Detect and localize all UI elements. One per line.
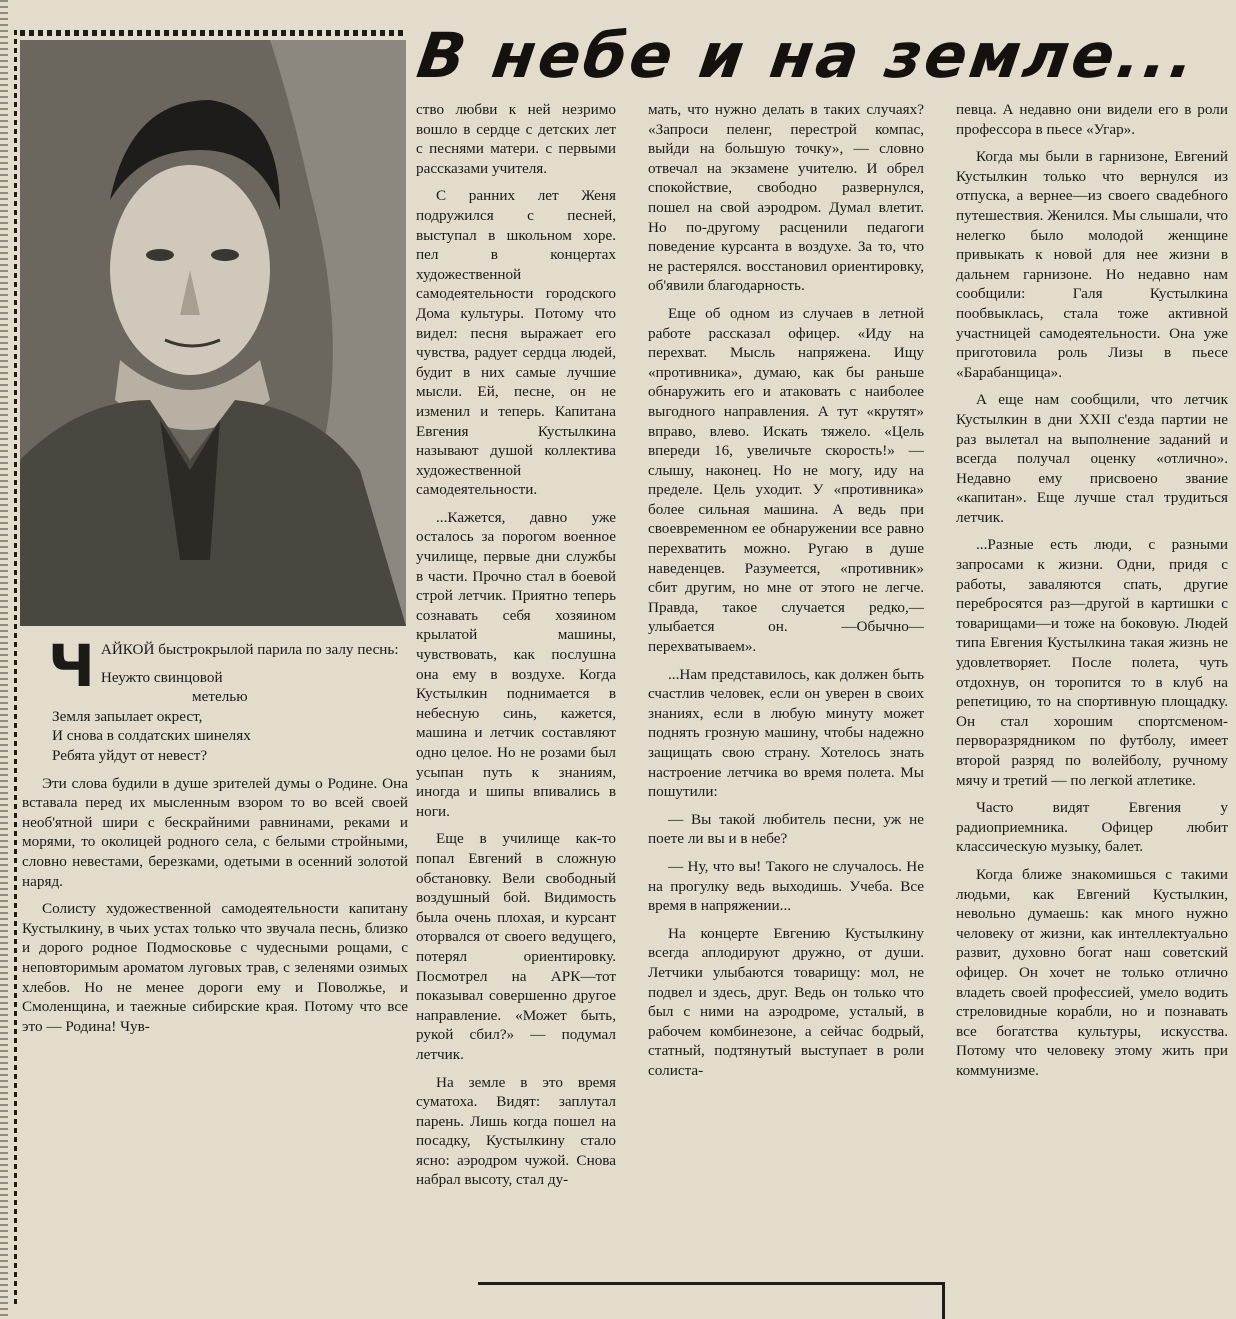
lead-text: АЙКОЙ быстрокрылой парила по залу песнь: [100, 641, 399, 658]
headline: В небе и на земле... [412, 19, 1203, 92]
paragraph: ...Кажется, давно уже осталось за порогом военное училище, первые дни службы в части. Прочно стал в боевой строй летчик. Приятно теперь сознавать себя хозяином крылатой машины, чувствовать, как послушна она ему в воздухе. Когда Кустылкин поднимается в небесную синь, кажется, машина и летчик составляют одно целое. Но не розами был усыпан путь к знаниям, иногда и шипы впивались в ноги. [416, 508, 616, 820]
verse-line: Неужто свинцовой [100, 668, 223, 686]
article-frame-left [14, 30, 17, 1306]
paragraph: — Ну, что вы! Такого не случалось. Не на прогулку ведь выходишь. Учеба. Все время в напряжении... [648, 857, 924, 915]
verse-line: Ребята уйдут от невест? [52, 746, 208, 764]
paragraph: ство любви к ней незримо вошло в сердце с детских лет с песнями матери. с первыми рассказами учителя. [416, 101, 616, 177]
paragraph: С ранних лет Женя подружился с песней, выступал в школьном хоре. пел в концертах художественной самодеятельности городского Дома культуры. Потому что видел: песня выражает его чувства, радует сердца людей, будит в них самые лучшие мысли. Ей, песне, он не изменил и теперь. Капитана Евгения Кустылкина называют душой коллектива художественной самодеятельности. [416, 187, 616, 499]
column-1 [22, 640, 408, 1308]
drop-cap: Ч [48, 640, 95, 700]
verse-line: И снова в солдатских шинелях [52, 727, 251, 745]
verse-line: метелью [192, 688, 248, 706]
paragraph: Когда мы были в гарнизоне, Евгений Кустылкин только что вернулся из отпуска, а вернее—из своего свадебного путешествия. Женился. Мы слышали, что нелегко было молодой женщине привыкать к новой для нее жизни в дальнем гарнизоне. Но недавно нам сообщили: Галя Кустылкина пообвыклась, стала тоже активной участницей самодеятельности. Она уже приготовила роль Лизы в пьесе «Барабанщица». [956, 148, 1228, 381]
paragraph: Еще в училище как-то попал Евгений в сложную обстановку. Вели свободный воздушный бой. Видимость была очень плохая, и курсант оторвался от своего ведущего, потерял ориентировку. Посмотрел на АРК—тот показывал совершенно другое направление. «Может быть, рукой сбил?» — подумал летчик. [416, 830, 616, 1063]
paragraph: Еще об одном из случаев в летной работе рассказал офицер. «Иду на перехват. Мысль напряжена. Ищу «противника», думаю, как бы раньше обнаружить его и атаковать с наиболее выгодного направления. А тут «крутят» вправо, влево. Искать тяжело. «Цель впереди 16, увеличьте скорость!» — слышу, наконец. Но не могу, иду на пределе. Цель уходит. У «противника» более сильная машина. А ведь при своевременном ее обнаружении все равно перехватить можно. Ругаю в душе наведенцев. Разумеется, «противник» сбит другим, но мне от этого не легче. Правда, такое случается редко,—улыбается он. —Обычно—перехватываем». [648, 304, 924, 656]
article-frame-top [20, 30, 406, 36]
verse-block [52, 668, 408, 766]
portrait-photo-icon [20, 40, 406, 626]
paragraph: — Вы такой любитель песни, уж не поете ли вы и в небе? [648, 810, 924, 848]
column-3 [648, 100, 924, 1280]
page-edge-border [0, 0, 8, 1316]
paragraph: На земле в это время суматоха. Видят: заплутал парень. Лишь когда пошел на посадку, Кустылкину стало ясно: аэродром чужой. Снова набрал высоту, стал ду- [416, 1073, 616, 1189]
paragraph: певца. А недавно они видели его в роли профессора в пьесе «Угар». [956, 101, 1228, 138]
paragraph: ...Разные есть люди, с разными запросами к жизни. Одни, придя с работы, заваляются спать, другие перебросятся раз—другой в картишки с товарищами—и тоже на боковую. Людей типа Евгения Кустылкина такая жизнь не удовлетворяет. После полета, чуть отдохнув, он торопится то в клуб на репетицию, то на спортивную площадку. Он стал хорошим спортсменом-перворазрядником по футболу, имеет второй разряд по волейболу, ручному мячу и третий — по легкой атлетике. [956, 536, 1228, 789]
paragraph: мать, что нужно делать в таких случаях? «Запроси пеленг, перестрой компас, выйди на большую точку», — словно отвечал на экзамене учителю. И обрел спокойствие, свободно развернулся, пошел на свой аэродром. Думал влетит. Но по-другому расценили педагоги поведение курсанта в воздухе. За то, что не растерялся. восстановил ориентировку, об'явили благодарность. [648, 101, 924, 295]
portrait-photo [20, 40, 406, 626]
paragraph: На концерте Евгению Кустылкину всегда аплодируют дружно, от души. Летчики улыбаются товарищу: мол, не подвел и здесь, друг. Ведь он только что был с ними на аэродроме, усталый, в рабочем комбинезоне, а сейчас бодрый, статный, подтянутый выступает в роли солиста- [648, 924, 924, 1079]
column-4 [956, 100, 1228, 1314]
paragraph: Часто видят Евгения у радиоприемника. Офицер любит классическую музыку, балет. [956, 799, 1228, 856]
verse-line: Земля запылает окрест, [52, 707, 203, 725]
paragraph: ...Нам представилось, как должен быть счастлив человек, если он уверен в своих знаниях, если в любую минуту может поднять грозную машину, чтобы надежно защищать свою страну. Хотелось знать настроение летчика во время полета. Мы пошутили: [648, 665, 924, 801]
paragraph: Эти слова будили в душе зрителей думы о Родине. Она вставала перед их мысленным взором то во всей своей необ'ятной шири с бескрайними равнинами, реками и морями, то околицей родного села, с белыми стройными, словно невестами, березками, одетыми в осенний золотой наряд. [22, 774, 408, 890]
adjacent-article-frame [478, 1282, 945, 1319]
paragraph: Когда ближе знакомишься с такими людьми, как Евгений Кустылкин, невольно думаешь: как много нужно человеку от жизни, как интеллектуально развит, духовно богат наш советский офицер. Он хочет не только отлично владеть своей профессией, умело водить стреловидные корабли, но и познавать все богатства культуры, искусства. Потому что человеку этому жить при коммунизме. [956, 865, 1228, 1079]
column-2 [416, 100, 616, 1260]
paragraph: А еще нам сообщили, что летчик Кустылкин в дни XXII с'езда партии не раз вылетал на выполнение заданий и всегда получал оценку «отлично». Недавно ему присвоено звание «капитан». Еще лучше стал трудиться летчик. [956, 391, 1228, 526]
paragraph: Солисту художественной самодеятельности капитану Кустылкину, в чьих устах только что звучала песнь, близко и дорого родное Подмосковье с чудесными рощами, с неповторимым ароматом луговых трав, с зеленями озимых хлебов. Но не менее дороги ему и Поволжье, и Смоленщина, и таежные сибирские края. Потому что все это — Родина! Чув- [22, 900, 408, 1035]
